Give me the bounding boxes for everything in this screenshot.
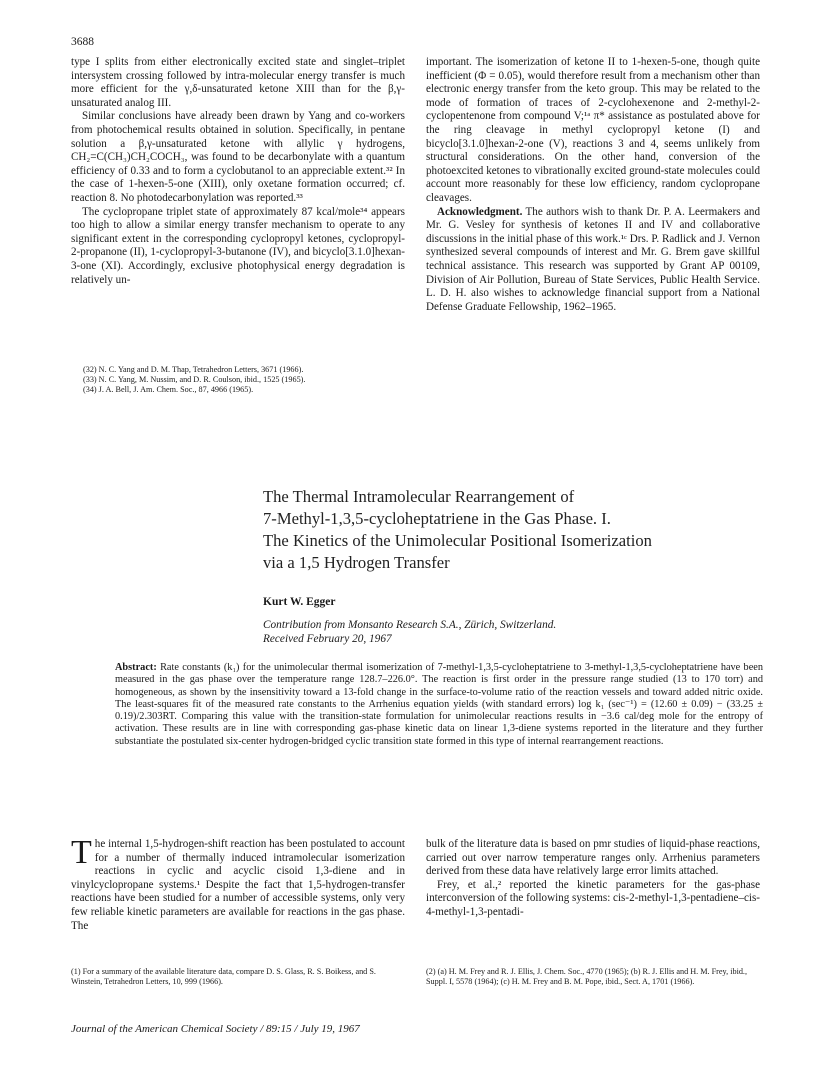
paragraph: bulk of the literature data is based on pmr studies of liquid-phase reactions, carried out over narrow temperature ranges only. Arrhenius parameters derived from these data have relatively large error limits attached.: [426, 838, 760, 878]
footnote-2: (2) (a) H. M. Frey and R. J. Ellis, J. Chem. Soc., 4770 (1965); (b) R. J. Ellis and H. M. Frey, ibid., Suppl. I, 5578 (1964); (c) H. M. Frey and B. M. Pope, ibid., Sect. A, 1701 (1966).: [426, 967, 748, 986]
author: Kurt W. Egger: [263, 596, 336, 608]
title-line: 7-Methyl-1,3,5-cycloheptatriene in the Gas Phase. I.: [263, 509, 611, 528]
paragraph: type I splits from either electronically excited state and singlet–triplet intersystem crossing followed by intra-molecular energy transfer is much more efficient for the γ,δ-unsaturated ketone XIII than for the β,γ-unsaturated analog III.: [71, 56, 405, 109]
acknowledgment: [426, 206, 760, 315]
drop-cap: T: [71, 834, 92, 871]
ack-text: The authors wish to thank Dr. P. A. Leermakers and Mr. G. Vesley for synthesis of ketones II and IV and collaborative discussions in the initial phase of this work.¹ᶜ Drs. P. Radlick and J. Vernon synthesized several compounds of interest and Mr. G. Brem gave skillful technical assistance. This research was supported by Grant AP 00109, Division of Air Pollution, Bureau of State Services, Public Health Service. L. D. H. also wishes to acknowledge financial support from a National Defense Graduate Fellowship, 1962–1965.: [426, 205, 760, 313]
intro-text: he internal 1,5-hydrogen-shift reaction has been postulated to account for a number of thermally induced intramolecular isomerization reactions in cyclic and acyclic cisoid 1,3-diene and in vinylcyclopropane systems.¹ Despite the fact that 1,5-hydrogen-transfer reactions have been studied for a number of accessible systems, only very few reliable kinetic parameters are available for reactions in the gas phase. The: [71, 838, 405, 932]
right-column: [426, 56, 760, 314]
footnote: (34) J. A. Bell, J. Am. Chem. Soc., 87, 4966 (1965).: [83, 385, 254, 394]
footnote: (33) N. C. Yang, M. Nussim, and D. R. Coulson, ibid., 1525 (1965).: [83, 375, 306, 384]
affiliation-block: [263, 618, 556, 646]
abstract-label: Abstract:: [115, 662, 157, 673]
abstract-text: Rate constants (k₁) for the unimolecular thermal isomerization of 7-methyl-1,3,5-cycloheptatriene to 3-methyl-1,3,5-cycloheptatriene have been measured in the gas phase over the temperature range 128.7–226.0°. The reaction is first order in the pressure range studied (13 to 170 torr) and homogeneous, as shown by the insensitivity toward a 13-fold change in the surface-to-volume ratio of the reaction vessels and toward added nitric oxide. The least-squares fit of the measured rate constants to the Arrhenius equation yields (with standard errors) log k₁ (sec⁻¹) = (12.60 ± 0.09) − (33.25 ± 0.19)/2.303RT. Comparing this value with the transition-state formulation for unimolecular reactions results in −3.6 cal/deg mole for the entropy of activation. These results are in line with corresponding gas-phase kinetic data on linear 1,3-diene systems reported in the literature and they further substantiate the postulated six-center hydrogen-bridged cyclic transition state formed in this type of internal rearrangement reactions.: [115, 662, 763, 747]
footnote: (32) N. C. Yang and D. M. Thap, Tetrahedron Letters, 3671 (1966).: [83, 365, 304, 374]
title-line: The Thermal Intramolecular Rearrangement of: [263, 487, 575, 506]
paragraph: [71, 834, 405, 933]
footnotes-left: [83, 365, 403, 395]
intro-left-column: [71, 834, 405, 933]
title-line: The Kinetics of the Unimolecular Positional Isomerization: [263, 531, 652, 550]
footnote-1: (1) For a summary of the available literature data, compare D. S. Glass, R. S. Boikess, and S. Winstein, Tetrahedron Letters, 10, 999 (1966).: [71, 967, 376, 986]
left-column: [71, 56, 405, 287]
paragraph: Similar conclusions have already been drawn by Yang and co-workers from photochemical results obtained in solution. Specifically, in pentane solution a β,γ-unsaturated ketone with allylic γ hydrogens, CH₂=C(CH₃)CH₂COCH₃, was found to be decarbonylate with a quantum efficiency of 0.33 and to form a cyclobutanol to an appreciable extent.³² In the case of 1-hexen-5-one (XIII), only oxetane formation occurred; cf. reaction 8. No photodecarbonylation was reported.³³: [71, 110, 405, 204]
paragraph: The cyclopropane triplet state of approximately 87 kcal/mole³⁴ appears too high to allow a similar energy transfer mechanism to operate to any significant extent in the corresponding cyclopropyl ketones, cyclopropyl-2-propanone (II), 1-cyclopropyl-3-butanone (IV), and bicyclo[3.1.0]hexan-3-one (XI). Accordingly, exclusive photophysical energy degradation is relatively un-: [71, 205, 405, 286]
title-line: via a 1,5 Hydrogen Transfer: [263, 553, 450, 572]
received-date: Received February 20, 1967: [263, 633, 392, 645]
ack-heading: Acknowledgment.: [437, 205, 523, 218]
article-title: [263, 486, 743, 574]
intro-right-column: [426, 838, 760, 920]
paragraph: Frey, et al.,² reported the kinetic parameters for the gas-phase interconversion of the following systems: cis-2-methyl-1,3-pentadiene–cis-4-methyl-1,3-pentadi-: [426, 878, 760, 918]
abstract: [115, 662, 763, 748]
paragraph: important. The isomerization of ketone II to 1-hexen-5-one, though quite inefficient (Φ = 0.05), would therefore result from a mechanism other than electronic energy transfer from the keto group. This may be related to the mode of formation of traces of 2-cyclohexenone and 2-methyl-2-cyclopentenone from compound V;¹ᵃ π* assistance as postulated above for the ring cleavage in methyl cyclopropyl ketone (I) and bicyclo[3.1.0]hexan-2-one (V), reactions 3 and 4, seems unlikely from structural considerations. On the other hand, conversion of the photoexcited ketones to vibrationally excited ground-state molecules could account more reasonably for these low efficiency, random cyclopropane cleavages.: [426, 56, 760, 204]
page-number: 3688: [71, 36, 94, 48]
affiliation: Contribution from Monsanto Research S.A., Zürich, Switzerland.: [263, 619, 557, 631]
journal-footer: Journal of the American Chemical Society / 89:15 / July 19, 1967: [71, 1023, 360, 1035]
